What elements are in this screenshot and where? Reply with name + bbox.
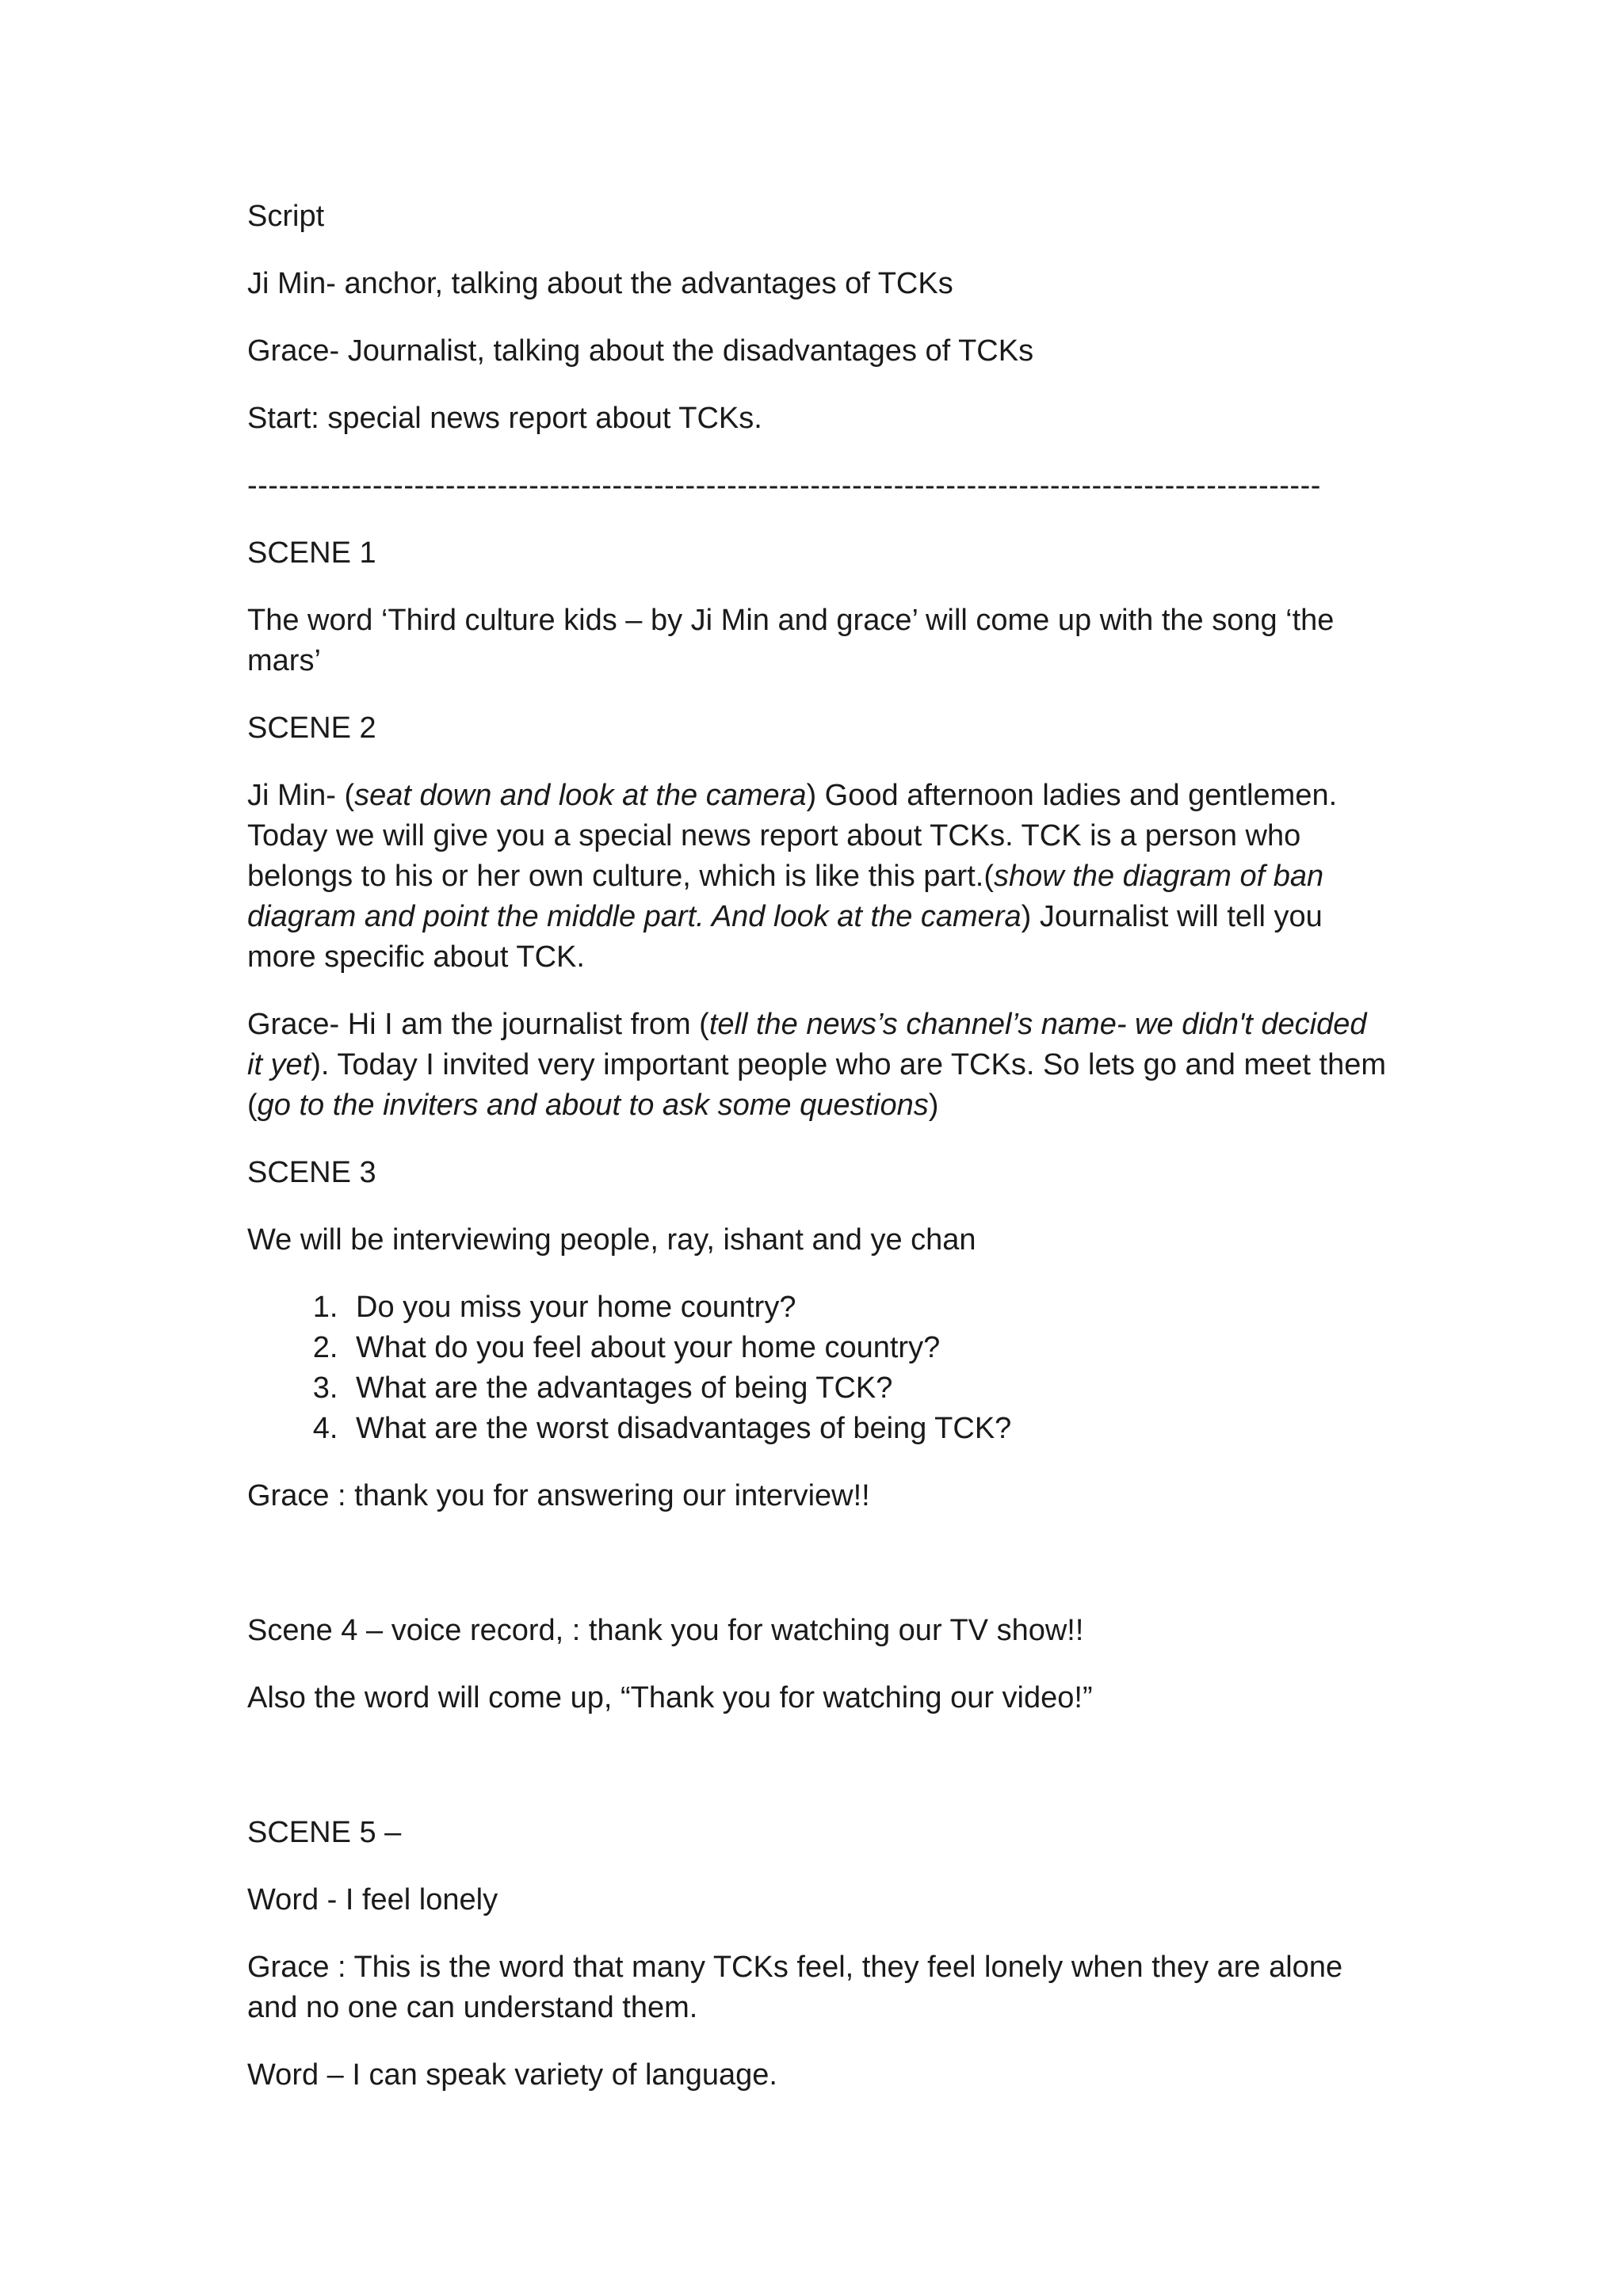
divider-line: -------------------------------------------------------------------------------------------------------: [247, 469, 1321, 502]
grace-direction-2: go to the inviters and about to ask some questions: [257, 1089, 929, 1122]
scene4-text: Scene 4 – voice record, : thank you for watching our TV show!!: [247, 1614, 1084, 1647]
question-item: 4. What are the worst disadvantages of being TCK?: [346, 1409, 1388, 1449]
question-item: 2. What do you feel about your home country?: [346, 1328, 1388, 1368]
scene2-heading: SCENE 2: [247, 711, 376, 745]
scene5-grace: Grace : This is the word that many TCKs feel, they feel lonely when they are alone and no one can understand them.: [247, 1951, 1343, 2024]
scene1-text: The word ‘Third culture kids – by Ji Min and grace’ will come up with the song ‘the mars’: [247, 604, 1335, 677]
scene3-intro: We will be interviewing people, ray, ishant and ye chan: [247, 1223, 976, 1257]
question-list: [247, 1287, 1388, 1449]
scene4-also: Also the word will come up, “Thank you for watching our video!”: [247, 1681, 1093, 1714]
grace-text-1: Grace- Hi I am the journalist from (: [247, 1008, 709, 1041]
jimin-direction-2: show the diagram of ban diagram and point the middle part. And look at the camera: [247, 860, 1324, 933]
scene2-jimin-paragraph: [247, 776, 1388, 978]
question-item: 1. Do you miss your home country?: [346, 1287, 1388, 1328]
grace-text-2: ). Today I invited very important people who are TCKs. So lets go and meet them (: [247, 1048, 1386, 1122]
jimin-text-1: Ji Min- (: [247, 779, 355, 812]
scene3-closing: Grace : thank you for answering our interview!!: [247, 1479, 870, 1512]
scene5-heading: SCENE 5 –: [247, 1816, 402, 1849]
scene3-heading: SCENE 3: [247, 1156, 376, 1189]
jimin-direction-1: seat down and look at the camera: [354, 779, 807, 812]
question-item: 3. What are the advantages of being TCK?: [346, 1368, 1388, 1409]
start-line: Start: special news report about TCKs.: [247, 402, 762, 435]
cast-line-grace: Grace- Journalist, talking about the disadvantages of TCKs: [247, 334, 1034, 368]
jimin-text-2: ) Good afternoon ladies and gentlemen. Today we will give you a special news report about TCKs. TCK is a person who belongs to his or her own culture, which is like this part.(: [247, 779, 1338, 893]
spacer: [247, 1543, 1388, 1611]
document-page: [247, 196, 1388, 2122]
document-title: Script: [247, 200, 325, 233]
grace-text-3: ): [928, 1089, 939, 1122]
scene5-word2: Word – I can speak variety of language.: [247, 2058, 777, 2092]
scene5-word1: Word - I feel lonely: [247, 1883, 498, 1917]
grace-direction-1: tell the news’s channel’s name- we didn't decided it yet: [247, 1008, 1367, 1081]
scene1-heading: SCENE 1: [247, 536, 376, 570]
scene2-grace-paragraph: [247, 1005, 1388, 1126]
jimin-text-3: ) Journalist will tell you more specific about TCK.: [247, 900, 1323, 974]
cast-line-jimin: Ji Min- anchor, talking about the advantages of TCKs: [247, 267, 953, 300]
spacer: [247, 1745, 1388, 1813]
